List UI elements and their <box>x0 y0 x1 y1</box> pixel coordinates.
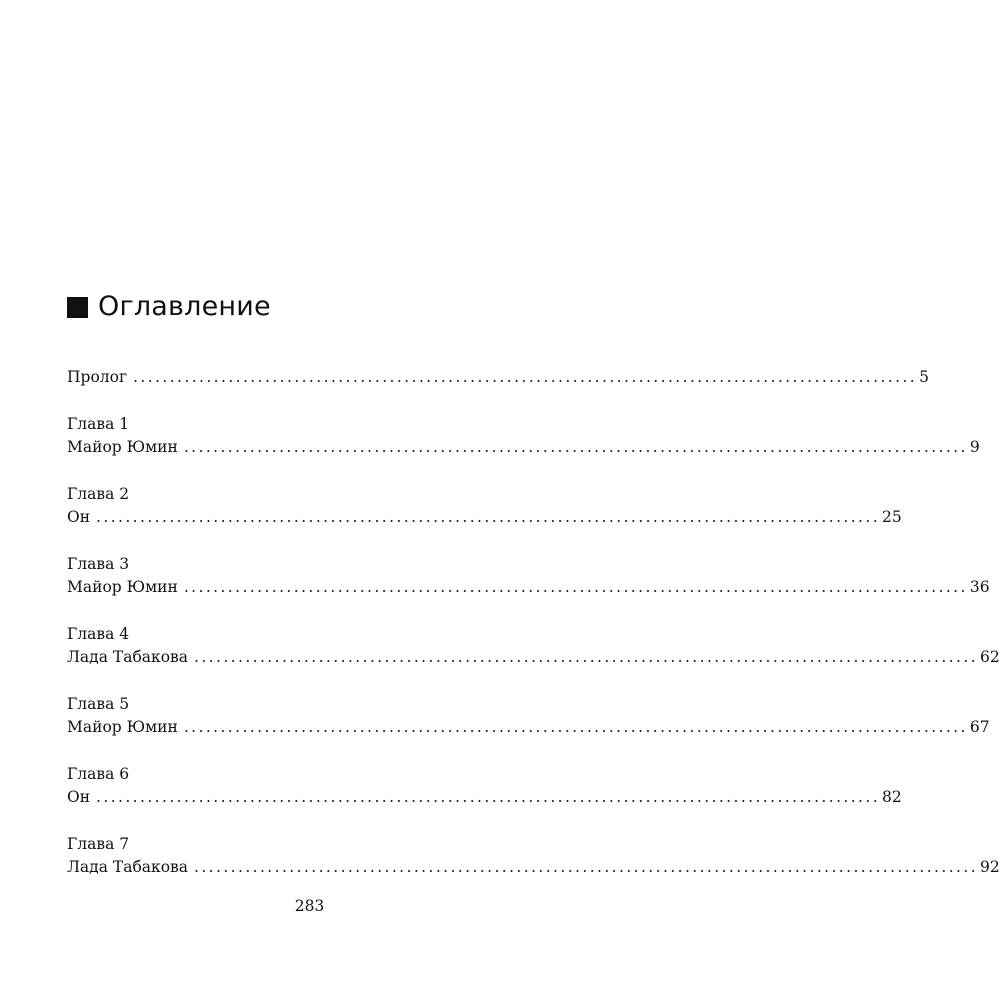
toc-entry-title: Майор Юмин <box>67 718 178 736</box>
toc-entry-chapter-1[interactable] <box>67 413 980 459</box>
dot-leader: ........................................................................................................... <box>183 578 968 596</box>
toc-entry-title: Майор Юмин <box>67 578 178 596</box>
toc-line <box>67 506 902 529</box>
toc-line <box>67 856 1000 879</box>
toc-entry-chapter-5[interactable] <box>67 693 990 739</box>
toc-entry-chapter-6[interactable] <box>67 763 902 809</box>
toc-heading <box>67 286 271 326</box>
dot-leader: ........................................................................................................... <box>96 788 881 806</box>
toc-entry-page: 62 <box>980 648 1000 666</box>
page-title: Оглавление <box>98 290 271 322</box>
toc-entry-chapter-3[interactable] <box>67 553 990 599</box>
dot-leader: ........................................................................................................... <box>183 718 968 736</box>
toc-line <box>67 646 1000 669</box>
toc-entry-chapter-2[interactable] <box>67 483 902 529</box>
table-of-contents <box>67 366 1000 879</box>
toc-entry-page: 92 <box>980 858 1000 876</box>
toc-entry-title: Пролог <box>67 368 128 386</box>
toc-entry-page: 36 <box>969 578 990 596</box>
toc-line <box>67 786 902 809</box>
toc-line <box>67 436 980 459</box>
toc-entry-page: 25 <box>882 508 902 526</box>
dot-leader: ........................................................................................................... <box>183 438 968 456</box>
black-square-icon <box>67 297 88 318</box>
toc-chapter-label: Глава 1 <box>67 415 130 433</box>
toc-chapter-label: Глава 5 <box>67 695 130 713</box>
toc-chapter-label: Глава 4 <box>67 625 130 643</box>
dot-leader: ........................................................................................................... <box>133 368 918 386</box>
toc-entry-title: Лада Табакова <box>67 858 189 876</box>
toc-chapter-label: Глава 2 <box>67 485 130 503</box>
toc-entry-page: 5 <box>919 368 929 386</box>
toc-chapter-label: Глава 7 <box>67 835 130 853</box>
toc-line <box>67 716 990 739</box>
toc-entry-title: Он <box>67 508 91 526</box>
toc-entry-chapter-4[interactable] <box>67 623 1000 669</box>
toc-line <box>67 366 929 389</box>
page-number: 283 <box>294 897 325 915</box>
toc-entry-page: 82 <box>882 788 902 806</box>
toc-entry-page: 67 <box>969 718 990 736</box>
toc-line <box>67 576 990 599</box>
dot-leader: ........................................................................................................... <box>194 648 979 666</box>
toc-entry-title: Он <box>67 788 91 806</box>
toc-entry-title: Лада Табакова <box>67 648 189 666</box>
toc-entry-page: 9 <box>969 438 980 456</box>
toc-entry-chapter-7[interactable] <box>67 833 1000 879</box>
toc-chapter-label: Глава 3 <box>67 555 130 573</box>
toc-chapter-label: Глава 6 <box>67 765 130 783</box>
toc-entry-title: Майор Юмин <box>67 438 178 456</box>
dot-leader: ........................................................................................................... <box>194 858 979 876</box>
dot-leader: ........................................................................................................... <box>96 508 881 526</box>
toc-entry-prologue[interactable] <box>67 366 929 389</box>
